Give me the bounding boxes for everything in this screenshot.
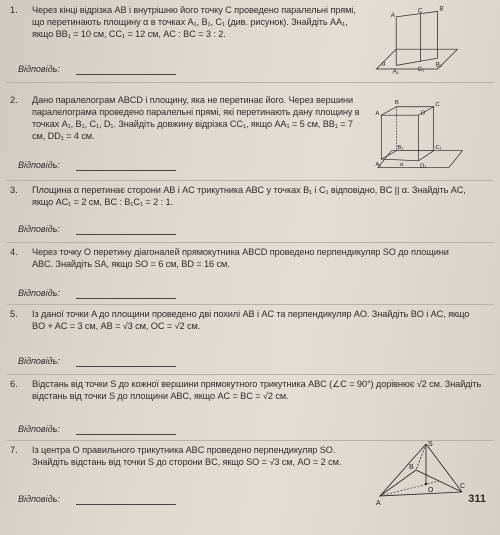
figure-2	[366, 100, 476, 176]
answer-label: Відповідь:	[18, 160, 60, 170]
answer-line[interactable]	[76, 170, 176, 171]
answer-label: Відповідь:	[18, 288, 60, 298]
label-a: A	[376, 500, 381, 507]
answer-line[interactable]	[76, 504, 176, 505]
point-o	[425, 483, 427, 485]
problem-number: 6.	[10, 379, 18, 389]
answer-label: Відповідь:	[18, 64, 60, 74]
answer-line[interactable]	[76, 234, 176, 235]
label-b: B	[439, 6, 444, 13]
segment-ab	[396, 11, 437, 16]
label-a: A	[390, 11, 396, 19]
label-c: C	[435, 101, 440, 108]
problem-text: Із даної точки A до площини проведено дві похилі AB і AC та перпендикуляр AO. Знайдіть BO і AC, якщо BO + AC = 3 см, AB = √3 см, OC = √2 см.	[32, 309, 470, 331]
problem-number: 1.	[10, 5, 18, 15]
answer-label: Відповідь:	[18, 424, 60, 434]
problem-text: Через точку O перетину діагоналей прямокутника ABCD проведено перпендикуляр SO до площини ABC. Знайдіть SA, якщо SO = 6 см, BD = 16 см.	[32, 247, 449, 269]
label-b: B	[409, 464, 414, 471]
label-s: S	[428, 441, 433, 448]
label-b: B	[394, 100, 399, 107]
label-a: A	[375, 111, 380, 118]
figure-1	[366, 6, 466, 78]
label-c1: C₁	[417, 65, 425, 73]
problem-number: 5.	[10, 309, 18, 319]
label-a1: A₁	[375, 161, 382, 168]
problem-number: 2.	[10, 95, 18, 105]
answer-line[interactable]	[76, 366, 176, 367]
label-a1: A₁	[392, 68, 399, 76]
plane-alpha	[376, 49, 457, 69]
label-b1: B₁	[397, 144, 404, 151]
label-c: C	[460, 483, 466, 490]
problem-text: Відстань від точки S до кожної вершини прямокутного трикутника ABC (∠C = 90°) дорівнює √2 см. Знайдіть відстань від точки S до площини ABC, якщо AC = BC = √2 см.	[32, 379, 482, 401]
segment-sc	[426, 444, 462, 492]
answer-label: Відповідь:	[18, 224, 60, 234]
problem-text: Площина α перетинає сторони AB і AC трикутника ABC у точках B₁ і C₁ відповідно, BC || α. Знайдіть AC, якщо AC₁ = 2 см, BC : B₁C₁ = 2 : 1.	[32, 185, 466, 207]
problem-text: Через кінці відрізка AB і внутрішню його точку C проведено паралельні прямі, що перетинають площину α в точках A₁, B₁, C₁ (див. рисунок). Знайдіть AA₁, якщо BB₁ = 10 см, CC₁ = 12 см, AC : BC = 3 : 2.	[32, 5, 356, 39]
figure-3	[376, 440, 466, 510]
label-c1: C₁	[435, 144, 442, 151]
answer-label: Відповідь:	[18, 494, 60, 504]
answer-line[interactable]	[76, 434, 176, 435]
page-number: 311	[468, 493, 486, 505]
problem-number: 3.	[10, 185, 18, 195]
problem-4	[6, 242, 494, 305]
problem-6	[6, 374, 494, 441]
problem-3	[6, 180, 494, 243]
segment-sa	[380, 444, 426, 496]
label-b1: B₁	[435, 61, 443, 69]
problem-text: Дано паралелограм ABCD і площину, яка не перетинає його. Через вершини паралелограма проведено паралельні прямі, які перетинають дану площину в точках A₁, B₁, C₁, D₁. Знайдіть довжину відрізка CC₁, якщо AA₁ = 5 см, BB₁ = 7 см, DD₁ = 4 см.	[32, 95, 360, 141]
label-alpha: α	[399, 161, 404, 168]
answer-label: Відповідь:	[18, 356, 60, 366]
problem-text: Із центра O правильного трикутника ABC проведено перпендикуляр SO. Знайдіть відстань від точки S до сторони BC, якщо SO = √3 см, AO = 2 см.	[32, 445, 342, 467]
label-c: C	[417, 7, 423, 15]
problem-5	[6, 304, 494, 375]
problem-number: 4.	[10, 247, 18, 257]
segment-a1b1	[396, 58, 437, 65]
parallelogram-a1b1c1d1	[381, 151, 433, 161]
answer-line[interactable]	[76, 74, 176, 75]
parallelogram-abcd	[381, 107, 433, 115]
label-d: D	[421, 110, 426, 117]
triangle-abc	[380, 470, 462, 496]
label-o: O	[428, 487, 434, 494]
segment-sb	[416, 444, 426, 470]
answer-line[interactable]	[76, 298, 176, 299]
problem-number: 7.	[10, 445, 18, 455]
label-d1: D₁	[420, 163, 427, 170]
label-alpha: α	[381, 60, 386, 68]
